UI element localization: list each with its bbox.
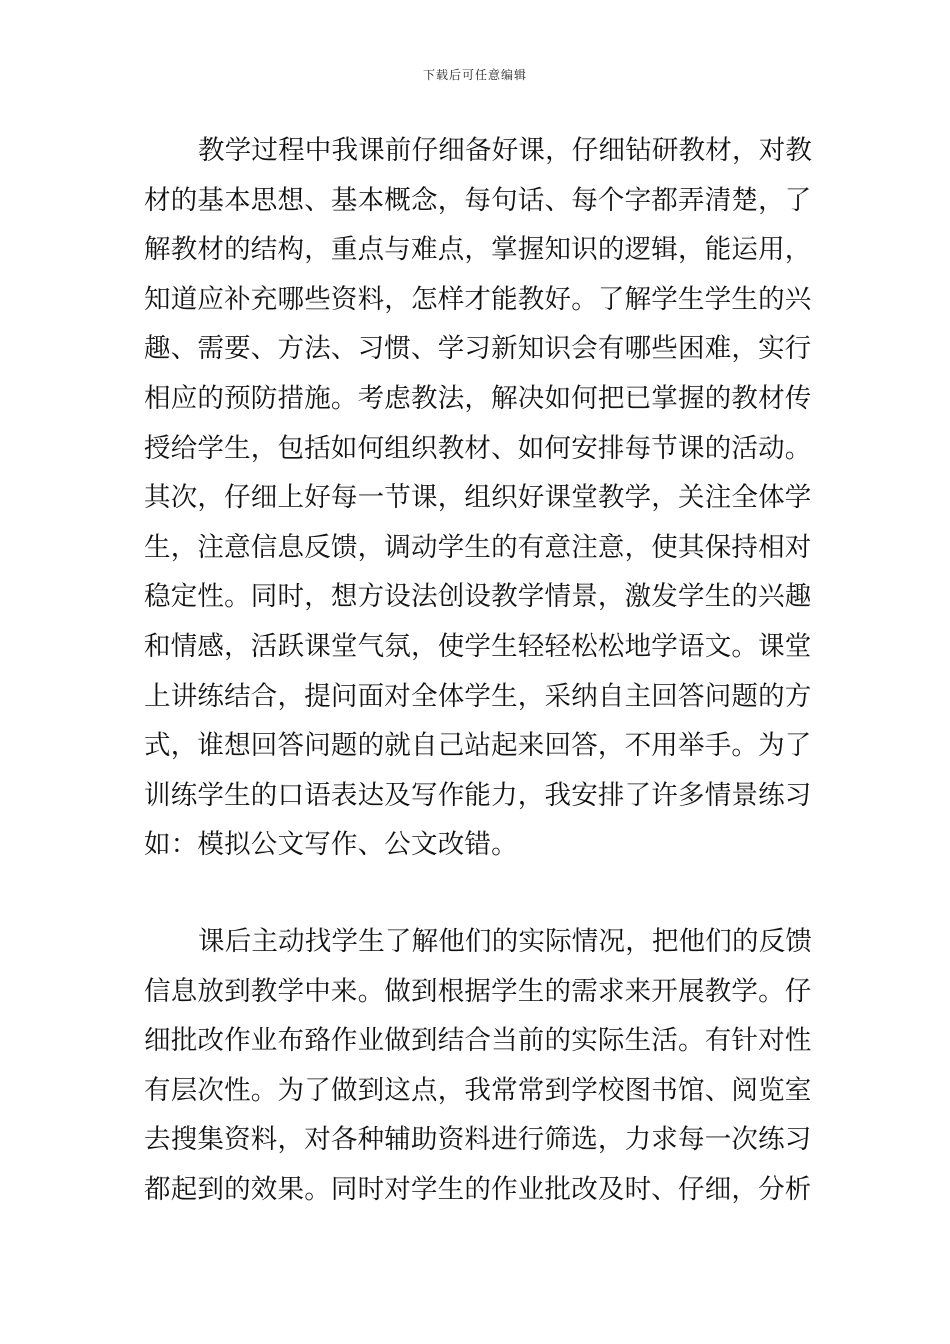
page-header: 下载后可任意编辑: [422, 68, 527, 82]
text-line: 授给学生，包括如何组织教材、如何安排每节课的活动。: [144, 432, 812, 464]
text-line: 细批改作业布臵作业做到结合当前的实际生活。有针对性: [144, 1025, 812, 1057]
text-line: 去搜集资料，对各种辅助资料进行筛选，力求每一次练习: [144, 1124, 812, 1156]
paragraph-1: [144, 126, 813, 870]
text-line: 其次，仔细上好每一节课，组织好课堂教学，关注全体学: [144, 482, 812, 514]
paragraph-2: [144, 917, 813, 1215]
text-line: 上讲练结合，提问面对全体学生，采纳自主回答问题的方: [144, 680, 812, 712]
text-line: 知道应补充哪些资料，怎样才能教好。了解学生学生的兴: [144, 283, 812, 315]
text-line: 课后主动找学生了解他们的实际情况，把他们的反馈: [198, 926, 813, 957]
text-line: 教学过程中我课前仔细备好课，仔细钻研教材，对教: [198, 135, 813, 166]
text-line: 解教材的结构，重点与难点，掌握知识的逻辑，能运用，: [144, 234, 812, 266]
text-line: 材的基本思想、基本概念，每句话、每个字都弄清楚，了: [144, 184, 812, 216]
text-line: 如：模拟公文写作、公文改错。: [144, 829, 518, 861]
text-line: 相应的预防措施。考虑教法，解决如何把已掌握的教材传: [144, 382, 812, 414]
text-line: 式，谁想回答问题的就自己站起来回答，不用举手。为了: [144, 730, 812, 762]
text-line: 生，注意信息反馈，调动学生的有意注意，使其保持相对: [144, 531, 812, 563]
text-line: 稳定性。同时，想方设法创设教学情景，激发学生的兴趣: [144, 581, 812, 613]
text-line: 有层次性。为了做到这点，我常常到学校图书馆、阅览室: [144, 1074, 812, 1106]
text-line: 趣、需要、方法、习惯、学习新知识会有哪些困难，实行: [144, 333, 812, 365]
text-line: 训练学生的口语表达及写作能力，我安排了许多情景练习: [144, 779, 812, 811]
text-line: 和情感，活跃课堂气氛，使学生轻轻松松地学语文。课堂: [144, 630, 812, 662]
text-line: 信息放到教学中来。做到根据学生的需求来开展教学。仔: [144, 975, 812, 1007]
text-line: 都起到的效果。同时对学生的作业批改及时、仔细，分析: [144, 1173, 812, 1205]
